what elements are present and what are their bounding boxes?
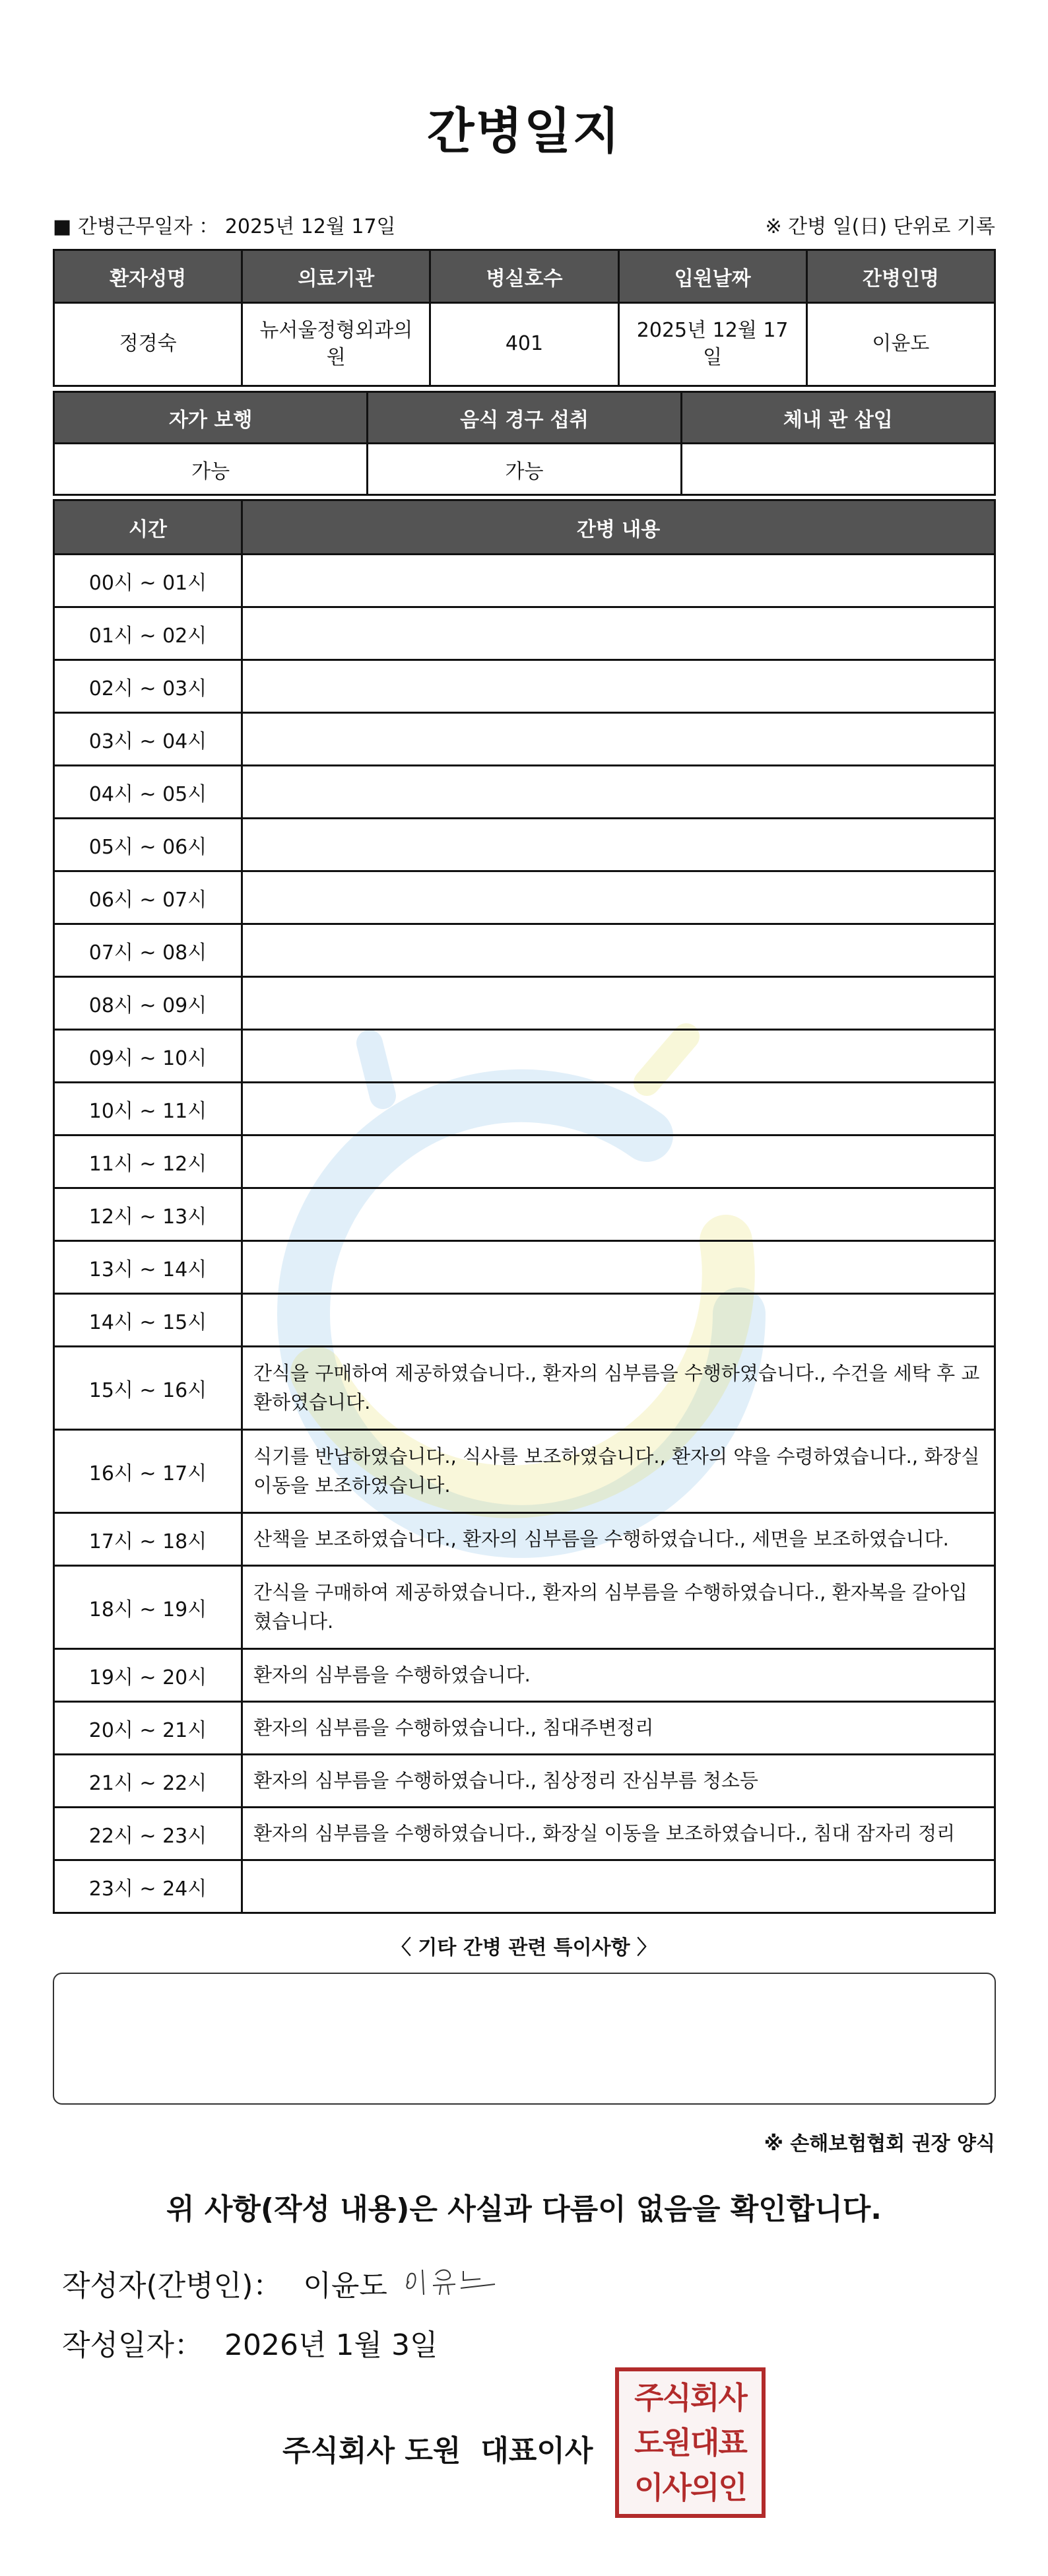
table-row — [54, 1188, 995, 1241]
time-cell: 16시 ~ 17시 — [54, 1430, 242, 1513]
table-row — [54, 1566, 995, 1649]
notes-box — [53, 1973, 996, 2105]
company-line — [282, 2427, 593, 2469]
header-care-content: 간병 내용 — [242, 500, 995, 555]
table-row — [54, 1083, 995, 1135]
time-cell: 02시 ~ 03시 — [54, 660, 242, 713]
time-cell: 18시 ~ 19시 — [54, 1566, 242, 1649]
author-label: 작성자(간병인)： — [62, 2269, 282, 2303]
care-content-cell — [242, 766, 995, 819]
header-hospital: 의료기관 — [242, 250, 430, 303]
care-content-cell — [242, 1860, 995, 1913]
notes-title: 〈 기타 간병 관련 특이사항 〉 — [391, 1936, 657, 1959]
care-content-cell — [242, 1135, 995, 1188]
patient-name: 정경숙 — [54, 303, 242, 386]
table-row — [54, 1241, 995, 1294]
header-caregiver-name: 간병인명 — [806, 250, 995, 303]
handwritten-signature-icon — [403, 2258, 502, 2304]
oral-intake-value: 가능 — [368, 444, 681, 495]
care-content-cell — [242, 871, 995, 924]
company-seal — [615, 2367, 766, 2518]
header-time: 시간 — [54, 500, 242, 555]
table-row — [54, 1513, 995, 1566]
seal-line: 이사의인 — [634, 2470, 746, 2505]
hospital-name: 뉴서울정형외과의원 — [242, 303, 430, 386]
table-row — [54, 1430, 995, 1513]
care-content-cell: 환자의 심부름을 수행하였습니다., 침상정리 잔심부름 청소등 — [242, 1755, 995, 1808]
care-content-cell — [242, 607, 995, 660]
time-cell: 23시 ~ 24시 — [54, 1860, 242, 1913]
care-log-body — [54, 555, 995, 1913]
table-row — [54, 1755, 995, 1808]
table-row — [54, 1649, 995, 1702]
date-label: 작성일자： — [62, 2328, 204, 2362]
room-number: 401 — [430, 303, 618, 386]
care-content-cell — [242, 924, 995, 977]
table-row — [54, 1860, 995, 1913]
header-self-walking: 자가 보행 — [54, 392, 368, 444]
care-content-cell: 간식을 구매하여 제공하였습니다., 환자의 심부름을 수행하였습니다., 수건을 세탁 후 교환하였습니다. — [242, 1347, 995, 1430]
table-row — [54, 1030, 995, 1083]
table-row — [54, 1702, 995, 1755]
time-cell: 20시 ~ 21시 — [54, 1702, 242, 1755]
care-content-cell — [242, 555, 995, 607]
time-cell: 08시 ~ 09시 — [54, 977, 242, 1030]
time-cell: 19시 ~ 20시 — [54, 1649, 242, 1702]
patient-status-table — [53, 391, 996, 496]
care-content-cell: 식기를 반납하였습니다., 식사를 보조하였습니다., 환자의 약을 수령하였습니다., 화장실 이동을 보조하였습니다. — [242, 1430, 995, 1513]
date-line — [62, 2321, 438, 2363]
care-content-cell: 환자의 심부름을 수행하였습니다., 화장실 이동을 보조하였습니다., 침대 잠자리 정리 — [242, 1808, 995, 1860]
author-name: 이윤도 — [303, 2269, 387, 2303]
care-content-cell: 환자의 심부름을 수행하였습니다., 침대주변정리 — [242, 1702, 995, 1755]
table-row — [54, 1294, 995, 1347]
unit-note: ※ 간병 일(日) 단위로 기록 — [765, 215, 995, 238]
table-row — [54, 766, 995, 819]
seal-line: 주식회사 — [634, 2380, 746, 2416]
date-value: 2026년 1월 3일 — [224, 2328, 438, 2362]
time-cell: 17시 ~ 18시 — [54, 1513, 242, 1566]
header-tube-insertion: 체내 관 삽입 — [681, 392, 995, 444]
header-patient-name: 환자성명 — [54, 250, 242, 303]
table-row — [54, 871, 995, 924]
page-title: 간병일지 — [427, 103, 621, 160]
author-line — [62, 2262, 387, 2304]
table-row — [54, 713, 995, 766]
patient-info-value-row — [54, 303, 995, 386]
table-row — [54, 1347, 995, 1430]
time-cell: 00시 ~ 01시 — [54, 555, 242, 607]
care-content-cell — [242, 819, 995, 871]
time-cell: 10시 ~ 11시 — [54, 1083, 242, 1135]
time-cell: 12시 ~ 13시 — [54, 1188, 242, 1241]
time-cell: 11시 ~ 12시 — [54, 1135, 242, 1188]
header-oral-intake: 음식 경구 섭취 — [368, 392, 681, 444]
table-row — [54, 555, 995, 607]
time-cell: 07시 ~ 08시 — [54, 924, 242, 977]
table-row — [54, 977, 995, 1030]
table-row — [54, 924, 995, 977]
patient-info-header-row — [54, 250, 995, 303]
care-content-cell — [242, 660, 995, 713]
time-cell: 04시 ~ 05시 — [54, 766, 242, 819]
patient-status-value-row — [54, 444, 995, 495]
representative-title: 대표이사 — [480, 2434, 593, 2468]
time-cell: 22시 ~ 23시 — [54, 1808, 242, 1860]
seal-line: 도원대표 — [634, 2425, 746, 2460]
time-cell: 13시 ~ 14시 — [54, 1241, 242, 1294]
caregiver-name: 이윤도 — [806, 303, 995, 386]
care-content-cell — [242, 1241, 995, 1294]
care-log-table — [53, 499, 996, 1914]
tube-insertion-value — [681, 444, 995, 495]
patient-status-header-row — [54, 392, 995, 444]
company-name: 주식회사 도원 — [282, 2434, 461, 2468]
table-row — [54, 1808, 995, 1860]
time-cell: 09시 ~ 10시 — [54, 1030, 242, 1083]
care-content-cell — [242, 1294, 995, 1347]
recommended-form-note: ※ 손해보험협회 권장 양식 — [764, 2132, 995, 2155]
time-cell: 01시 ~ 02시 — [54, 607, 242, 660]
header-admission-date: 입원날짜 — [618, 250, 806, 303]
table-row — [54, 660, 995, 713]
care-content-cell: 산책을 보조하였습니다., 환자의 심부름을 수행하였습니다., 세면을 보조하였습니다. — [242, 1513, 995, 1566]
care-content-cell — [242, 1188, 995, 1241]
self-walking-value: 가능 — [54, 444, 368, 495]
time-cell: 21시 ~ 22시 — [54, 1755, 242, 1808]
care-content-cell — [242, 1083, 995, 1135]
care-content-cell — [242, 713, 995, 766]
care-content-cell — [242, 977, 995, 1030]
time-cell: 06시 ~ 07시 — [54, 871, 242, 924]
care-content-cell: 간식을 구매하여 제공하였습니다., 환자의 심부름을 수행하였습니다., 환자복을 갈아입혔습니다. — [242, 1566, 995, 1649]
care-content-cell — [242, 1030, 995, 1083]
table-row — [54, 819, 995, 871]
care-content-cell: 환자의 심부름을 수행하였습니다. — [242, 1649, 995, 1702]
time-cell: 03시 ~ 04시 — [54, 713, 242, 766]
time-cell: 14시 ~ 15시 — [54, 1294, 242, 1347]
patient-info-table — [53, 249, 996, 387]
admission-date: 2025년 12월 17일 — [618, 303, 806, 386]
work-date: ■ 간병근무일자 ： 2025년 12월 17일 — [53, 215, 396, 238]
header-room: 병실호수 — [430, 250, 618, 303]
table-row — [54, 607, 995, 660]
confirmation-statement: 위 사항(작성 내용)은 사실과 다름이 없음을 확인합니다. — [166, 2192, 882, 2226]
table-row — [54, 1135, 995, 1188]
time-cell: 05시 ~ 06시 — [54, 819, 242, 871]
care-log-header-row — [54, 500, 995, 555]
time-cell: 15시 ~ 16시 — [54, 1347, 242, 1430]
